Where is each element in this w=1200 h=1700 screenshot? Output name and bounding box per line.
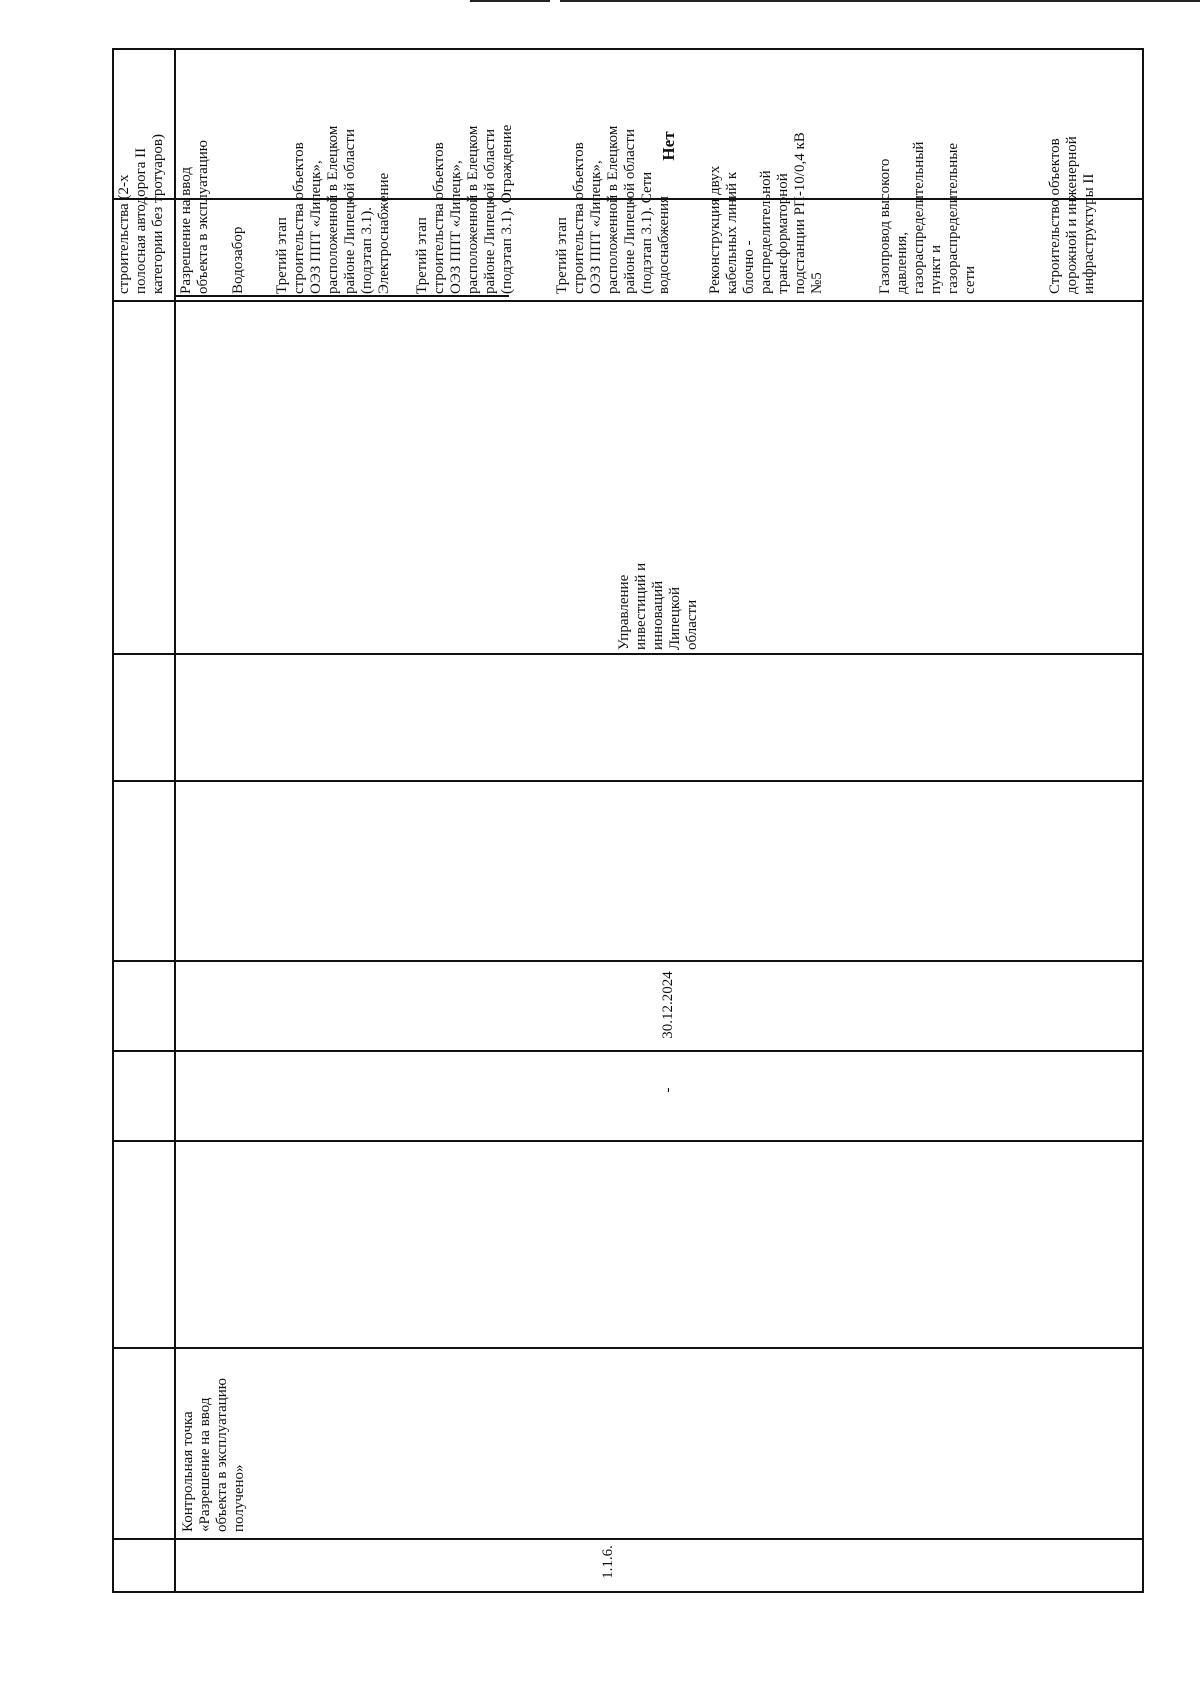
table-divider (114, 1347, 1142, 1349)
object-item: Водозабор (230, 226, 246, 294)
table-divider (174, 50, 176, 1591)
plan-table (112, 48, 1144, 1593)
document-header: Разрешение на ввод объекта в эксплуатацию (178, 140, 211, 294)
object-item: Реконструкция двух кабельных линий к блочно - распределительной трансформаторной подстанции РП-10/0,4 кВ №5 (707, 132, 825, 294)
scan-edge-mark (470, 0, 550, 2)
object-item: Третий этап строительства объектов ОЭЗ ППТ «Липецк», расположенной в Елецком районе Липецкой области (подэтап 3.1). Электроснабжение (274, 125, 392, 294)
object-item: Газопровод высокого давления, газораспределительный пункт и газораспределительные сети (877, 141, 978, 294)
table-divider (114, 1050, 1142, 1052)
object-item: Строительство объектов дорожной и инженерной инфраструктуры II (1047, 136, 1097, 294)
row-number: 1.1.6. (600, 1545, 616, 1579)
scan-edge-mark (560, 0, 1200, 2)
table-divider (114, 960, 1142, 962)
object-item: Третий этап строительства объектов ОЭЗ ППТ «Липецк», расположенной в Елецком районе Липецкой области (подэтап 3.1). Ограждение (414, 124, 515, 294)
table-divider (114, 1140, 1142, 1142)
table-divider (114, 780, 1142, 782)
object-item: Третий этап строительства объектов ОЭЗ ППТ «Липецк», расположенной в Елецком районе Липецкой области (подэтап 3.1). Сети водоснабжения (554, 125, 672, 294)
end-date: 30.12.2024 (660, 971, 676, 1039)
start-date: - (660, 1087, 676, 1093)
table-divider (114, 653, 1142, 655)
objects-prev-tail: строительства (2-х полосная автодорога II категории без тротуаров) (116, 133, 166, 294)
table-divider (174, 295, 509, 297)
table-divider (114, 1538, 1142, 1540)
row-title: Контрольная точка «Разрешение на ввод объекта в эксплуатацию получено» (180, 1378, 247, 1532)
status-flag: Нет (659, 131, 678, 161)
table-divider (114, 300, 1142, 302)
responsible-organization: Управление инвестиций и инноваций Липецкой области (616, 562, 700, 650)
